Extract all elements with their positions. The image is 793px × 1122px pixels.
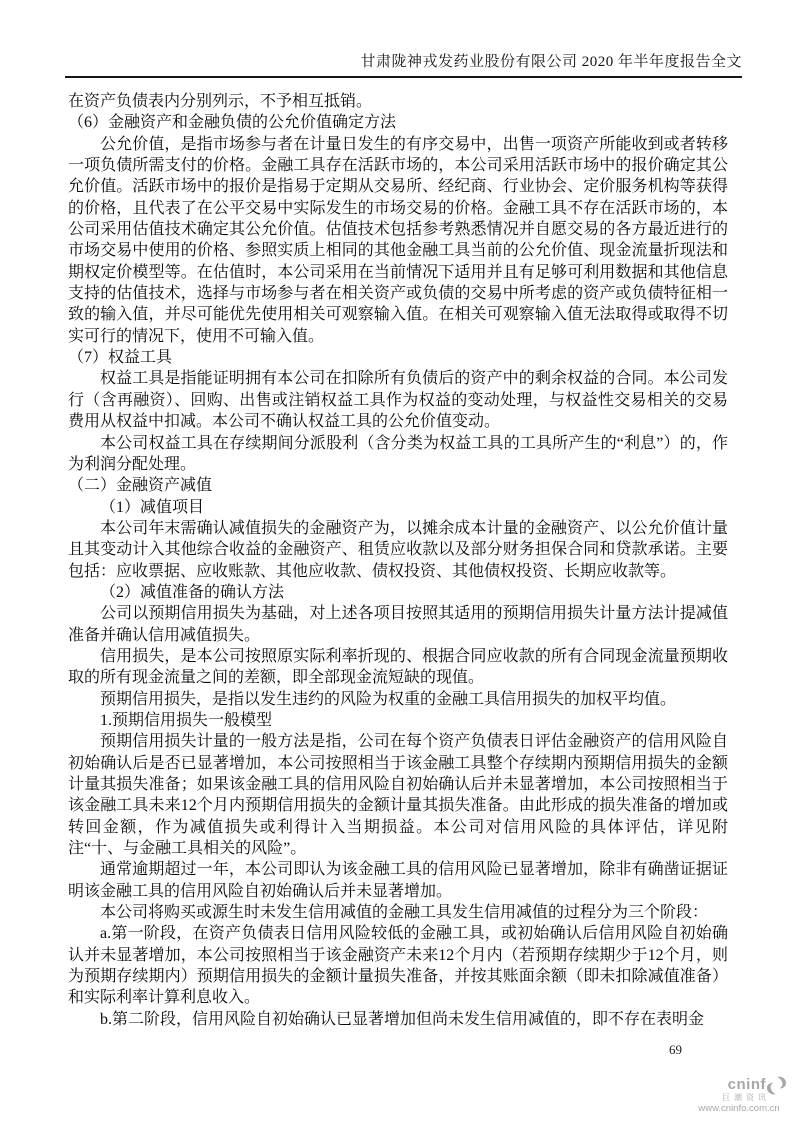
header-title: 甘肃陇神戎发药业股份有限公司 2020 年半年度报告全文 (360, 54, 742, 70)
paragraph: 1.预期信用损失一般模型 (100, 711, 273, 729)
cninfo-swirl-icon (767, 1076, 786, 1095)
cninfo-logo-row (688, 1076, 790, 1095)
paragraph: 公司以预期信用损失为基础，对上述各项目按照其适用的预期信用损失计量方法计提减值准备并确认信用减值损失。 (68, 605, 728, 644)
paragraph: （2）减值准备的确认方法 (100, 583, 285, 601)
paragraph: 本公司将购买或源生时未发生信用减值的金融工具发生信用减值的过程分为三个阶段： (100, 904, 709, 922)
paragraph: b.第二阶段，信用风险自初始确认已显著增加但尚未发生信用减值的，即不存在表明金 (100, 1010, 705, 1028)
cninfo-logo (688, 1076, 790, 1114)
paragraph: （6）金融资产和金融负债的公允价值确定方法 (68, 114, 397, 132)
paragraph: 本公司年末需确认减值损失的金融资产为，以摊余成本计量的金融资产、以公允价值计量且其变动计入其他综合收益的金融资产、租赁应收款以及部分财务担保合同和贷款承诺。主要包括：应收票据、应收账款、其他应收款、债权投资、其他债权投资、长期应收款等。 (68, 519, 728, 580)
paragraph: 权益工具是指能证明拥有本公司在扣除所有负债后的资产中的剩余权益的合同。本公司发行（含再融资）、回购、出售或注销权益工具作为权益的变动处理，与权益性交易相关的交易费用从权益中扣减。本公司不确认权益工具的公允价值变动。 (68, 370, 728, 431)
cninfo-logo-url: www.cninfo.com.cn (698, 1102, 780, 1114)
paragraph: 本公司权益工具在存续期间分派股利（含分类为权益工具的工具所产生的“利息”）的，作为利润分配处理。 (68, 434, 728, 473)
paragraph: 通常逾期超过一年，本公司即认为该金融工具的信用风险已显著增加，除非有确凿证据证明该金融工具的信用风险自初始确认后并未显著增加。 (68, 861, 728, 900)
paragraph: 信用损失，是本公司按照原实际利率折现的、根据合同应收款的所有合同现金流量预期收取的所有现金流量之间的差额，即全部现金流短缺的现值。 (68, 647, 728, 687)
paragraph: 在资产负债表内分别列示，不予相互抵销。 (68, 93, 373, 110)
cninfo-logo-chinese: 巨潮资讯 (722, 1092, 770, 1102)
page-header (65, 50, 742, 78)
paragraph: （1）减值项目 (100, 498, 205, 516)
paragraph: 预期信用损失计量的一般方法是指，公司在每个资产负债表日评估金融资产的信用风险自初始确认后是否已显著增加，本公司按照相当于该金融工具整个存续期内预期信用损失的金额计量其损失准备；如果该金融工具的信用风险自初始确认后并未显著增加，本公司按照相当于该金融工具未来12个月内预期信用损失的金额计量其损失准备。由此形成的损失准备的增加或转回金额，作为减值损失或利得计入当期损益。本公司对信用风险的具体评估，详见附注“十、与金融工具相关的风险”。 (68, 733, 728, 858)
paragraph: a.第一阶段，在资产负债表日信用风险较低的金融工具，或初始确认后信用风险自初始确认并未显著增加，本公司按照相当于该金融资产未来12个月内（若预期存续期少于12个月，则为预期存续期内）预期信用损失的金额计量损失准备，并按其账面余额（即未扣除减值准备）和实际利率计算利息收入。 (68, 925, 728, 1007)
paragraph: 预期信用损失，是指以发生违约的风险为权重的金融工具信用损失的加权平均值。 (100, 690, 677, 708)
cninfo-logo-text: cninf (727, 1076, 766, 1094)
document-body (68, 91, 728, 1030)
paragraph: （二）金融资产减值 (68, 477, 213, 495)
paragraph: 公允价值，是指市场参与者在计量日发生的有序交易中，出售一项资产所能收到或者转移一项负债所需支付的价格。金融工具存在活跃市场的，本公司采用活跃市场中的报价确定其公允价值。活跃市场中的报价是指易于定期从交易所、经纪商、行业协会、定价服务机构等获得的价格，且代表了在公平交易中实际发生的市场交易的价格。金融工具不存在活跃市场的，本公司采用估值技术确定其公允价值。估值技术包括参考熟悉情况并自愿交易的各方最近进行的市场交易中使用的价格、参照实质上相同的其他金融工具当前的公允价值、现金流量折现法和期权定价模型等。在估值时，本公司采用在当前情况下适用并且有足够可利用数据和其他信息支持的估值技术，选择与市场参与者在相关资产或负债的交易中所考虑的资产或负债特征相一致的输入值，并尽可能优先使用相关可观察输入值。在相关可观察输入值无法取得或取得不切实可行的情况下，使用不可输入值。 (68, 135, 728, 345)
page-number: 69 (669, 1042, 682, 1057)
paragraph: （7）权益工具 (68, 349, 173, 367)
